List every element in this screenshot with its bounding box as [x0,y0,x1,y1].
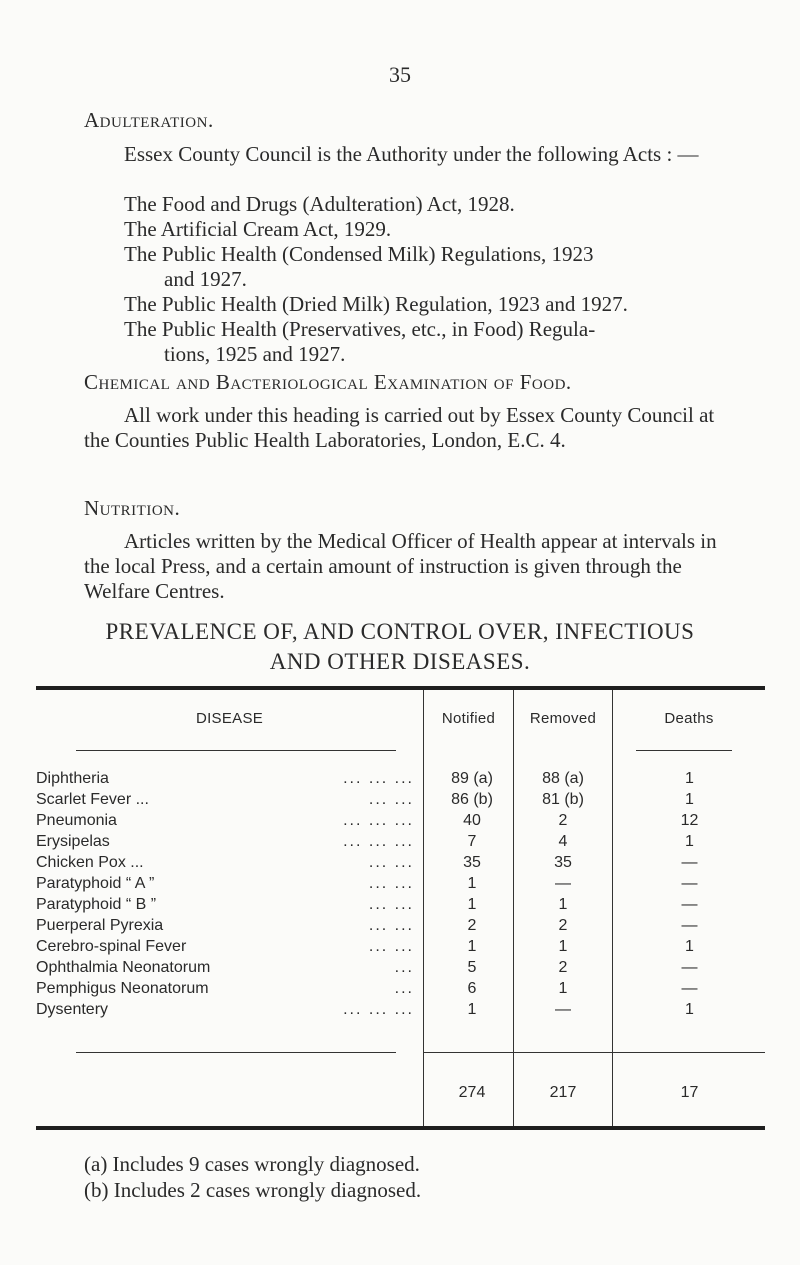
leader-dots: ... ... [368,938,414,955]
cell-removed: — [555,875,571,892]
totals-row [36,1084,765,1108]
leader-dots: ... ... ... [343,1001,414,1018]
cell-disease: Paratyphoid “ B ” [36,896,157,913]
cell-deaths: — [681,875,698,892]
cell-notified: 40 [463,812,481,829]
act-item [84,192,724,217]
cell-removed: 35 [554,854,572,871]
cell-disease: Ophthalmia Neonatorum [36,959,211,976]
cell-deaths: — [681,980,698,997]
act-item [84,292,724,317]
cell-removed: 2 [558,812,568,829]
table-row [36,938,765,959]
cell-notified: 6 [467,980,477,997]
footnotes [84,1151,421,1203]
cell-disease: Chicken Pox ... [36,854,144,871]
act-line: The Public Health (Condensed Milk) Regulations, 1923 [124,242,594,266]
header-notified: Notified [441,710,496,727]
table-row [36,1001,765,1022]
header-deaths: Deaths [664,710,714,727]
leader-dots: ... [394,959,414,976]
table-row [36,980,765,1001]
cell-disease: Puerperal Pyrexia [36,917,164,934]
table-row [36,770,765,791]
cell-deaths: — [681,854,698,871]
header-disease: DISEASE [195,710,264,727]
cell-removed: 2 [558,917,568,934]
leader-dots: ... ... [368,791,414,808]
totals-rule [423,1052,765,1053]
act-line: The Artificial Cream Act, 1929. [124,217,392,241]
cell-disease: Cerebro-spinal Fever [36,938,187,955]
chemical-heading: Chemical and Bacteriological Examination of Food. [84,370,572,394]
cell-deaths: — [681,917,698,934]
cell-disease: Pneumonia [36,812,117,829]
cell-deaths: — [681,896,698,913]
footnote: (a) Includes 9 cases wrongly diagnosed. [84,1152,420,1176]
cell-notified: 1 [467,1001,477,1018]
leader-dots: ... ... [368,917,414,934]
nutrition-heading: Nutrition. [84,496,181,520]
act-line: The Public Health (Preservatives, etc., in Food) Regula- [124,317,596,341]
cell-disease: Pemphigus Neonatorum [36,980,209,997]
prevalence-title [0,617,800,677]
cell-deaths: — [681,959,698,976]
leader-dots: ... ... ... [343,770,414,787]
prevalence-title-line: PREVALENCE OF, AND CONTROL OVER, INFECTIOUS [105,619,695,644]
cell-deaths: 1 [685,833,694,850]
cell-notified: 1 [467,938,477,955]
leader-dots: ... ... ... [343,812,414,829]
table-row [36,875,765,896]
act-line-continuation: tions, 1925 and 1927. [164,342,346,366]
cell-notified: 5 [467,959,477,976]
cell-deaths: 1 [685,938,694,955]
chemical-text: All work under this heading is carried out by Essex County Council at the Counties Public Health Laboratories, London, E.C. 4. [84,403,715,452]
cell-notified: 35 [463,854,481,871]
cell-deaths: 12 [680,812,699,829]
table-top-rule [36,686,765,690]
cell-disease: Diphtheria [36,770,109,787]
leader-dots: ... ... [368,875,414,892]
cell-removed: 1 [558,980,568,997]
leader-dots: ... ... [368,896,414,913]
cell-notified: 1 [467,875,477,892]
cell-disease: Dysentery [36,1001,109,1018]
cell-disease: Erysipelas [36,833,110,850]
table-row [36,791,765,812]
cell-deaths: 1 [685,770,694,787]
totals-rule [76,1052,396,1053]
adulteration-intro-text: Essex County Council is the Authority under the following Acts : — [124,142,699,166]
cell-deaths: 1 [685,791,694,808]
table-row [36,812,765,833]
cell-notified: 86 (b) [451,791,493,808]
total-notified: 274 [458,1084,486,1101]
cell-notified: 2 [467,917,477,934]
acts-list [84,192,724,367]
prevalence-title-line: AND OTHER DISEASES. [269,649,531,674]
cell-removed: 1 [558,896,568,913]
act-line: The Food and Drugs (Adulteration) Act, 1928. [124,192,515,216]
act-line: The Public Health (Dried Milk) Regulation, 1923 and 1927. [124,292,628,316]
leader-dots: ... ... [368,854,414,871]
act-item [84,217,724,242]
table-row [36,917,765,938]
page-number: 35 [389,62,411,87]
cell-removed: 2 [558,959,568,976]
cell-disease: Scarlet Fever ... [36,791,149,808]
total-deaths: 17 [680,1084,699,1101]
leader-dots: ... ... ... [343,833,414,850]
act-item [84,242,724,292]
header-removed: Removed [529,710,597,727]
table-bottom-rule [36,1126,765,1130]
header-underline [636,750,732,751]
adulteration-intro [84,142,724,167]
adulteration-heading: Adulteration. [84,108,214,132]
table-row [36,854,765,875]
cell-removed: 4 [558,833,568,850]
cell-notified: 7 [467,833,477,850]
table-row [36,959,765,980]
nutrition-text: Articles written by the Medical Officer of Health appear at intervals in the local Press, and a certain amount of instruction is given through the Welfare Centres. [84,529,717,603]
leader-dots: ... [394,980,414,997]
cell-notified: 89 (a) [451,770,493,787]
table-row [36,896,765,917]
total-removed: 217 [549,1084,577,1101]
table-row [36,833,765,854]
footnote: (b) Includes 2 cases wrongly diagnosed. [84,1178,422,1202]
cell-removed: 1 [558,938,568,955]
cell-removed: — [555,1001,571,1018]
cell-removed: 81 (b) [542,791,584,808]
header-underline [76,750,396,751]
disease-table [36,686,765,1130]
cell-disease: Paratyphoid “ A ” [36,875,155,892]
cell-removed: 88 (a) [542,770,584,787]
cell-deaths: 1 [685,1001,694,1018]
table-body [36,770,765,1022]
cell-notified: 1 [467,896,477,913]
act-item [84,317,724,367]
act-line-continuation: and 1927. [164,267,247,291]
